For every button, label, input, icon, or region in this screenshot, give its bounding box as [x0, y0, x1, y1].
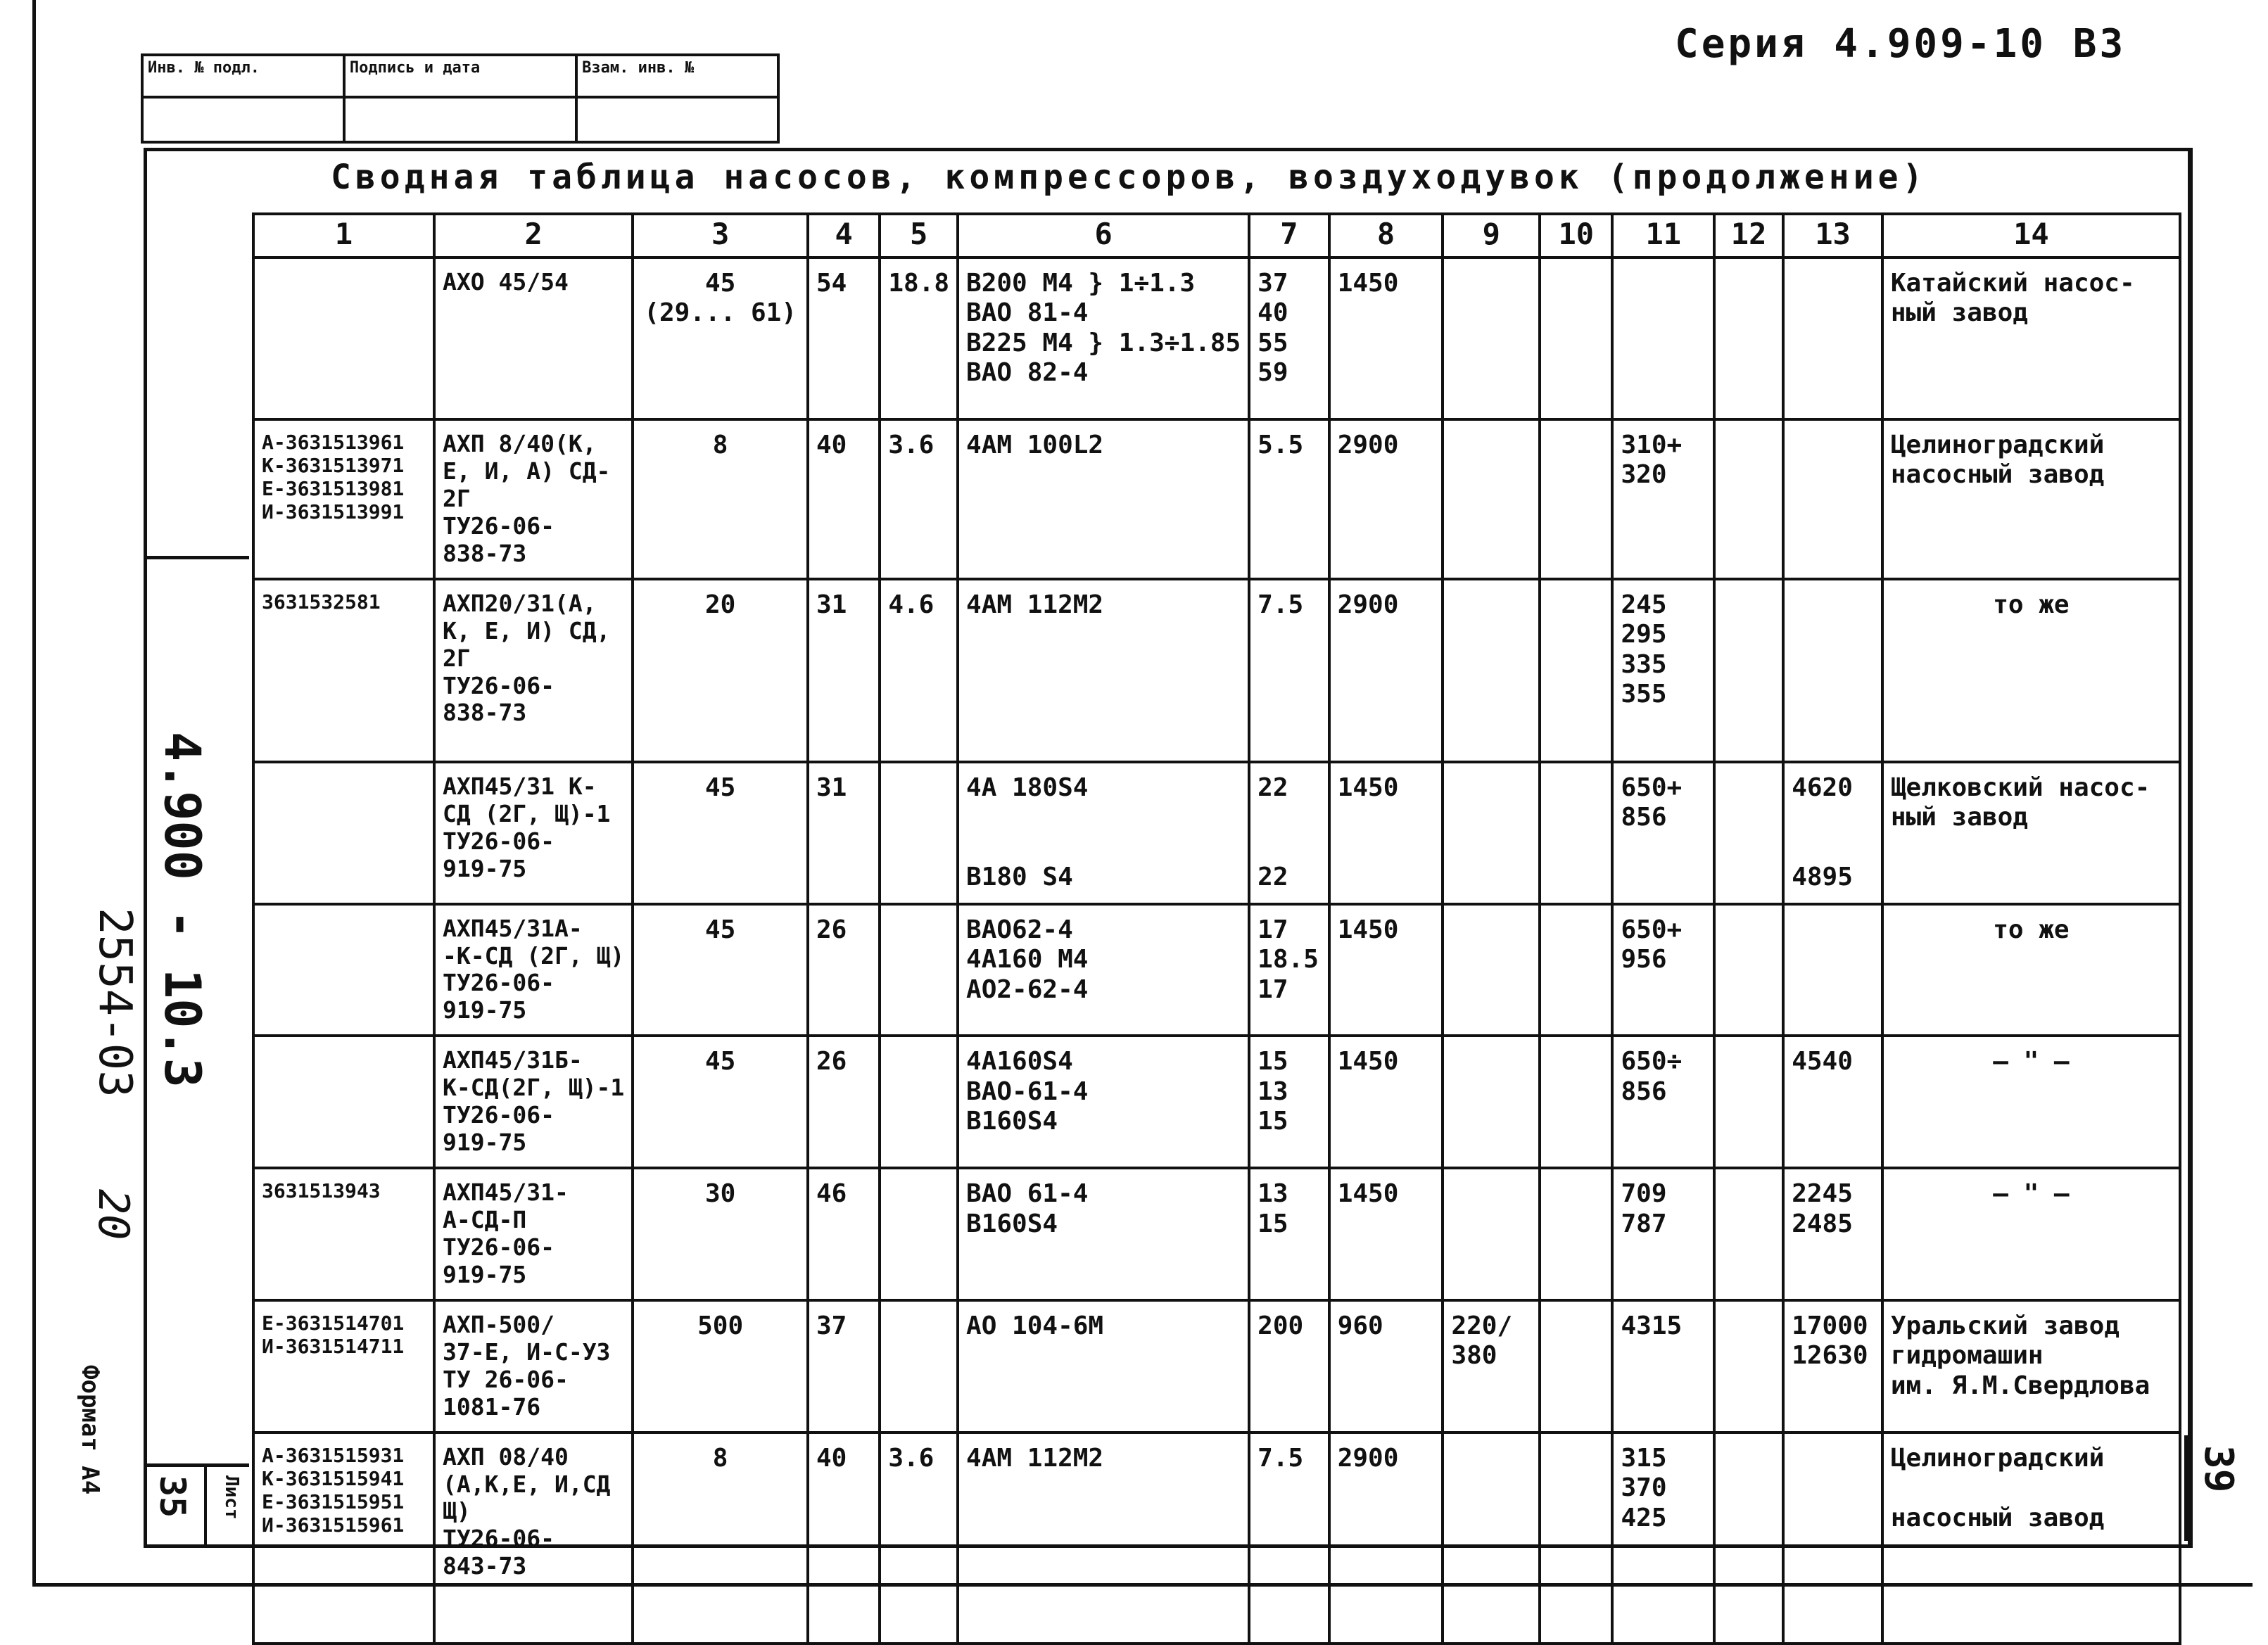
- table-cell: А-3631515931 К-3631515941 Е-3631515951 И-3631515961: [253, 1433, 434, 1644]
- stamp-replace-cell: [576, 97, 778, 142]
- table-cell: 4АМ 112М2: [958, 579, 1249, 762]
- table-cell: 2900: [1329, 579, 1443, 762]
- table-cell: [1714, 1300, 1783, 1433]
- table-row: [253, 904, 2180, 1036]
- table-cell: Щелковский насос- ный завод: [1882, 762, 2180, 904]
- table-cell: [1714, 419, 1783, 579]
- table-cell: [1443, 1168, 1540, 1300]
- table-cell: 7.5: [1249, 1433, 1329, 1644]
- table-header-row: [253, 214, 2180, 258]
- table-cell: 40: [808, 419, 880, 579]
- column-header: 5: [880, 214, 958, 258]
- table-cell: 315 370 425: [1612, 1433, 1714, 1644]
- table-cell: 17 18.5 17: [1249, 904, 1329, 1036]
- table-cell: 20: [633, 579, 808, 762]
- column-header: 1: [253, 214, 434, 258]
- table-cell: [1540, 1300, 1612, 1433]
- table-cell: 500: [633, 1300, 808, 1433]
- table-cell: [1540, 1168, 1612, 1300]
- table-row: [253, 258, 2180, 419]
- table-cell: [880, 762, 958, 904]
- table-cell: [253, 258, 434, 419]
- table-cell: [880, 1300, 958, 1433]
- table-cell: [253, 1036, 434, 1168]
- table-cell: АХО 45/54: [434, 258, 633, 419]
- table-cell: 31: [808, 762, 880, 904]
- table-cell: 200: [1249, 1300, 1329, 1433]
- table-cell: [1540, 258, 1612, 419]
- table-cell: 45: [633, 762, 808, 904]
- table-cell: — " —: [1882, 1036, 2180, 1168]
- table-cell: 4АМ 112М2: [958, 1433, 1249, 1644]
- table-cell: [1540, 1036, 1612, 1168]
- table-cell: [1714, 1168, 1783, 1300]
- column-header: 4: [808, 214, 880, 258]
- summary-table: [252, 212, 2181, 1645]
- table-cell: 2900: [1329, 419, 1443, 579]
- table-cell: 37: [808, 1300, 880, 1433]
- table-cell: Е-3631514701 И-3631514711: [253, 1300, 434, 1433]
- table-cell: [1714, 1433, 1783, 1644]
- table-cell: [1443, 1036, 1540, 1168]
- column-header: 9: [1443, 214, 1540, 258]
- column-header: 13: [1783, 214, 1882, 258]
- table-cell: 650+ 856: [1612, 762, 1714, 904]
- table-cell: [1540, 419, 1612, 579]
- table-cell: 1450: [1329, 258, 1443, 419]
- table-cell: 5.5: [1249, 419, 1329, 579]
- table-cell: [1443, 258, 1540, 419]
- approval-stamp: [141, 53, 780, 144]
- table-cell: АО 104-6М: [958, 1300, 1249, 1433]
- table-cell: 4.6: [880, 579, 958, 762]
- table-cell: 4АМ 100L2: [958, 419, 1249, 579]
- sheet-number-right-box: [2184, 1435, 2253, 1541]
- column-header: 11: [1612, 214, 1714, 258]
- table-cell: 37 40 55 59: [1249, 258, 1329, 419]
- page-title: Сводная таблица насосов, компрессоров, воздуходувок (продолжение): [331, 158, 1927, 197]
- table-row: [253, 1300, 2180, 1433]
- side-column-divider: [144, 556, 249, 559]
- stamp-sign-header: Подпись и дата: [344, 55, 576, 97]
- table-cell: 31: [808, 579, 880, 762]
- table-cell: [1783, 419, 1882, 579]
- table-cell: [1714, 1036, 1783, 1168]
- stamp-inv-cell: [142, 97, 344, 142]
- table-cell: 4А160S4 ВАО-61-4 В160S4: [958, 1036, 1249, 1168]
- table-cell: Уральский завод гидромашин им. Я.М.Свердлова: [1882, 1300, 2180, 1433]
- table-cell: АХП45/31 К- СД (2Г, Щ)-1 ТУ26-06- 919-75: [434, 762, 633, 904]
- table-cell: 13 15: [1249, 1168, 1329, 1300]
- table-cell: 960: [1329, 1300, 1443, 1433]
- table-cell: [1714, 762, 1783, 904]
- table-cell: [880, 904, 958, 1036]
- table-cell: 26: [808, 904, 880, 1036]
- table-cell: 245 295 335 355: [1612, 579, 1714, 762]
- sheet-number-right: 39: [2196, 1445, 2241, 1493]
- table-cell: 18.8: [880, 258, 958, 419]
- table-cell: 17000 12630: [1783, 1300, 1882, 1433]
- table-row: [253, 1168, 2180, 1300]
- table-cell: 8: [633, 1433, 808, 1644]
- column-header: 2: [434, 214, 633, 258]
- column-header: 6: [958, 214, 1249, 258]
- table-cell: 45: [633, 904, 808, 1036]
- table-cell: [1783, 258, 1882, 419]
- table-cell: 2900: [1329, 1433, 1443, 1644]
- table-cell: 45: [633, 1036, 808, 1168]
- table-cell: 709 787: [1612, 1168, 1714, 1300]
- table-row: [253, 579, 2180, 762]
- table-cell: 1450: [1329, 1168, 1443, 1300]
- table-cell: [253, 762, 434, 904]
- document-code: 4.900 - 10.3: [153, 732, 211, 1088]
- table-cell: 3631513943: [253, 1168, 434, 1300]
- sheet-number-box: [144, 1463, 249, 1544]
- table-cell: [1443, 762, 1540, 904]
- table-cell: 4315: [1612, 1300, 1714, 1433]
- table-cell: [880, 1036, 958, 1168]
- table-cell: ВАО 61-4 В160S4: [958, 1168, 1249, 1300]
- table-cell: 650÷ 856: [1612, 1036, 1714, 1168]
- table-cell: 54: [808, 258, 880, 419]
- stamp-inv-header: Инв. № подл.: [142, 55, 344, 97]
- column-header: 10: [1540, 214, 1612, 258]
- series-label: Серия 4.909-10 В3: [1675, 21, 2127, 67]
- table-cell: В200 М4 } 1÷1.3 ВАО 81-4 В225 М4 } 1.3÷1.85 ВАО 82-4: [958, 258, 1249, 419]
- table-row: [253, 1433, 2180, 1644]
- table-cell: то же: [1882, 904, 2180, 1036]
- table-cell: 4А 180S4 В180 S4: [958, 762, 1249, 904]
- format-label: Формат А4: [76, 1365, 104, 1495]
- table-cell: А-3631513961 К-3631513971 Е-3631513981 И-3631513991: [253, 419, 434, 579]
- table-cell: 4540: [1783, 1036, 1882, 1168]
- archive-number: 2554-03: [89, 908, 141, 1098]
- table-cell: [1714, 579, 1783, 762]
- column-header: 8: [1329, 214, 1443, 258]
- table-cell: Целиноградский насосный завод: [1882, 419, 2180, 579]
- table-cell: 3.6: [880, 1433, 958, 1644]
- table-cell: 310+ 320: [1612, 419, 1714, 579]
- sheet-number-left: 35: [152, 1475, 193, 1518]
- table-cell: АХП20/31(А, К, Е, И) СД, 2Г ТУ26-06- 838-73: [434, 579, 633, 762]
- table-cell: АХП-500/ 37-Е, И-С-У3 ТУ 26-06- 1081-76: [434, 1300, 633, 1433]
- column-header: 12: [1714, 214, 1783, 258]
- table-cell: 650+ 956: [1612, 904, 1714, 1036]
- table-cell: [1443, 579, 1540, 762]
- table-cell: [1714, 258, 1783, 419]
- table-cell: [880, 1168, 958, 1300]
- table-cell: [1443, 419, 1540, 579]
- table-cell: [1540, 904, 1612, 1036]
- table-cell: 7.5: [1249, 579, 1329, 762]
- table-cell: 40: [808, 1433, 880, 1644]
- table-cell: АХП 08/40 (А,К,Е, И,СД Щ) ТУ26-06- 843-73: [434, 1433, 633, 1644]
- table-cell: 4620 4895: [1783, 762, 1882, 904]
- table-cell: [1783, 579, 1882, 762]
- table-cell: 2245 2485: [1783, 1168, 1882, 1300]
- table-cell: 1450: [1329, 1036, 1443, 1168]
- stamp-sign-cell: [344, 97, 576, 142]
- column-header: 3: [633, 214, 808, 258]
- table-cell: 26: [808, 1036, 880, 1168]
- table-cell: [1714, 904, 1783, 1036]
- handwritten-mark: 20: [89, 1189, 138, 1240]
- table-cell: 8: [633, 419, 808, 579]
- table-cell: АХП 8/40(К, Е, И, А) СД- 2Г ТУ26-06- 838-73: [434, 419, 633, 579]
- table-row: [253, 1036, 2180, 1168]
- sheet-label: Лист: [221, 1475, 242, 1520]
- table-row: [253, 419, 2180, 579]
- table-cell: 3631532581: [253, 579, 434, 762]
- table-cell: 45 (29... 61): [633, 258, 808, 419]
- column-header: 14: [1882, 214, 2180, 258]
- table-cell: Катайский насос- ный завод: [1882, 258, 2180, 419]
- table-cell: [1612, 258, 1714, 419]
- table-cell: [1443, 1433, 1540, 1644]
- table-cell: АХП45/31Б- К-СД(2Г, Щ)-1 ТУ26-06- 919-75: [434, 1036, 633, 1168]
- table-cell: 220/ 380: [1443, 1300, 1540, 1433]
- table-cell: [1540, 762, 1612, 904]
- column-header: 7: [1249, 214, 1329, 258]
- table-cell: АХП45/31- А-СД-П ТУ26-06- 919-75: [434, 1168, 633, 1300]
- table-cell: АХП45/31А- -К-СД (2Г, Щ) ТУ26-06- 919-75: [434, 904, 633, 1036]
- table-cell: 1450: [1329, 762, 1443, 904]
- table-cell: 15 13 15: [1249, 1036, 1329, 1168]
- table-cell: Целиноградский насосный завод: [1882, 1433, 2180, 1644]
- table-cell: 46: [808, 1168, 880, 1300]
- stamp-replace-header: Взам. инв. №: [576, 55, 778, 97]
- table-cell: [1540, 579, 1612, 762]
- table-cell: 22 22: [1249, 762, 1329, 904]
- table-cell: 30: [633, 1168, 808, 1300]
- table-cell: [253, 904, 434, 1036]
- table-row: [253, 762, 2180, 904]
- table-cell: [1540, 1433, 1612, 1644]
- table-cell: ВАО62-4 4А160 М4 АО2-62-4: [958, 904, 1249, 1036]
- table-cell: [1783, 904, 1882, 1036]
- table-cell: то же: [1882, 579, 2180, 762]
- table-cell: 3.6: [880, 419, 958, 579]
- table-cell: [1443, 904, 1540, 1036]
- table-cell: 1450: [1329, 904, 1443, 1036]
- table-cell: [1783, 1433, 1882, 1644]
- table-cell: — " —: [1882, 1168, 2180, 1300]
